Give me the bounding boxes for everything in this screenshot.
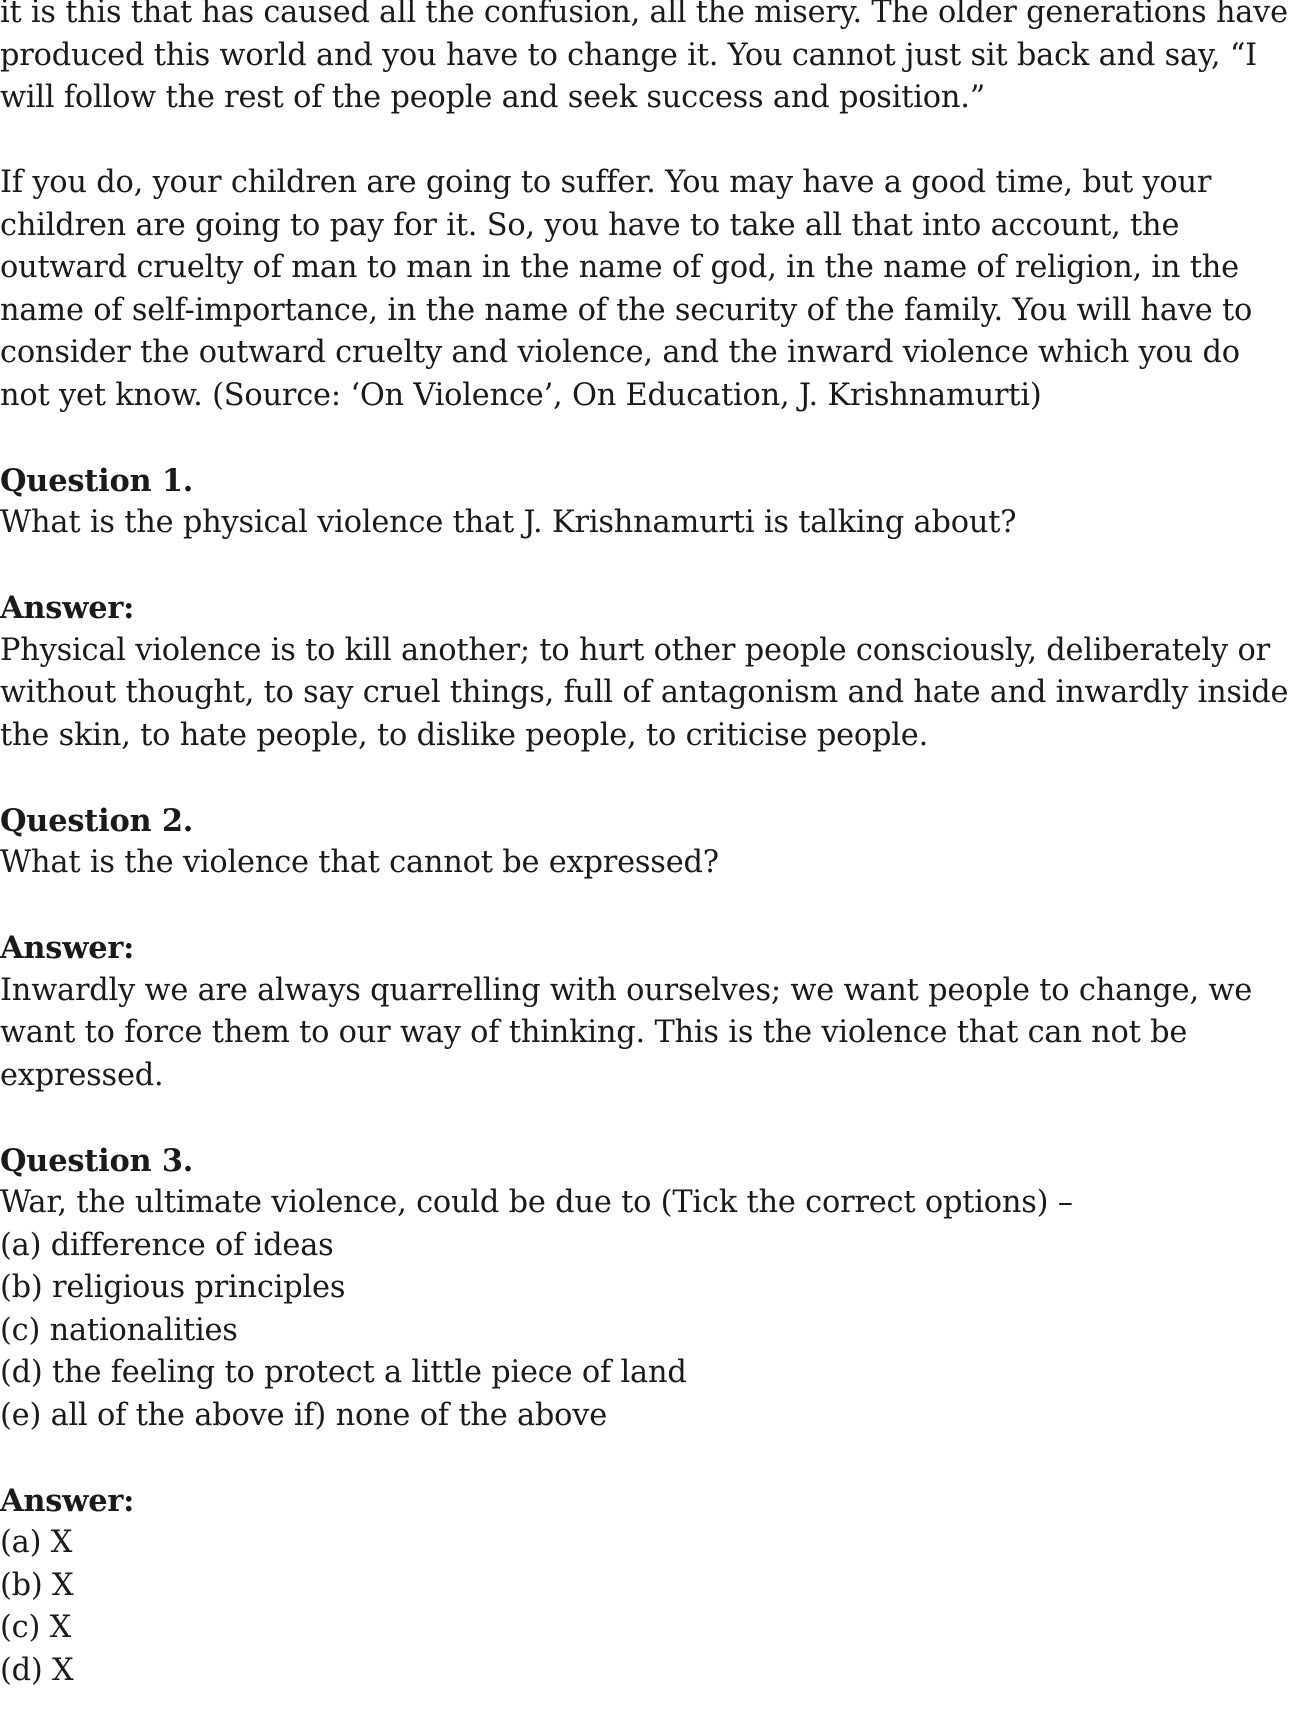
question-heading: Question 3.	[0, 1142, 194, 1179]
passage-line: it is this that has caused all the confusion, all the misery. The older generations have	[0, 0, 1288, 30]
answer-heading: Answer:	[0, 930, 135, 966]
passage-line: not yet know. (Source: ‘On Violence’, On Education, J. Krishnamurti)	[0, 377, 1042, 413]
answer-line: want to force them to our way of thinking. This is the violence that can not be	[0, 1015, 1188, 1050]
question-text: War, the ultimate violence, could be due to (Tick the correct options) –	[0, 1185, 1073, 1220]
answer-line: (b) X	[0, 1567, 74, 1603]
passage-line: will follow the rest of the people and seek success and position.”	[0, 80, 986, 115]
answer-line: (c) X	[0, 1610, 72, 1645]
answer-line: (a) X	[0, 1525, 73, 1560]
question-block-3	[0, 1140, 1292, 1693]
answer-line: the skin, to hate people, to dislike people, to criticise people.	[0, 717, 929, 753]
passage-line: produced this world and you have to change it. You cannot just sit back and say, “I	[0, 37, 1257, 73]
option-line: (e) all of the above if) none of the above	[0, 1397, 608, 1433]
answer-line: without thought, to say cruel things, full of antagonism and hate and inwardly inside	[0, 675, 1289, 710]
option-line: (a) difference of ideas	[0, 1227, 334, 1263]
passage-bottom	[0, 162, 1292, 417]
option-line: (d) the feeling to protect a little piece of land	[0, 1355, 687, 1390]
answer-heading: Answer:	[0, 1482, 135, 1519]
question-heading: Question 1.	[0, 462, 194, 499]
answer-heading: Answer:	[0, 590, 135, 626]
passage-line: If you do, your children are going to suffer. You may have a good time, but your	[0, 165, 1212, 200]
passage-line: outward cruelty of man to man in the name of god, in the name of religion, in the	[0, 250, 1239, 285]
answer-line: Physical violence is to kill another; to hurt other people consciously, deliberately or	[0, 632, 1270, 668]
option-line: (b) religious principles	[0, 1270, 346, 1305]
passage-line: children are going to pay for it. So, you have to take all that into account, the	[0, 207, 1180, 243]
question-heading: Question 2.	[0, 802, 194, 839]
option-line: (c) nationalities	[0, 1312, 238, 1348]
answer-line: expressed.	[0, 1057, 164, 1093]
question-block-1	[0, 460, 1292, 758]
question-text: What is the violence that cannot be expressed?	[0, 845, 719, 880]
passage-line: name of self-importance, in the name of the security of the family. You will have to	[0, 292, 1253, 328]
passage-top	[0, 0, 1292, 120]
question-text: What is the physical violence that J. Krishnamurti is talking about?	[0, 505, 1017, 540]
passage-line: consider the outward cruelty and violence, and the inward violence which you do	[0, 335, 1240, 370]
question-block-2	[0, 800, 1292, 1098]
answer-line: Inwardly we are always quarrelling with ourselves; we want people to change, we	[0, 972, 1253, 1008]
answer-line: (d) X	[0, 1652, 74, 1688]
